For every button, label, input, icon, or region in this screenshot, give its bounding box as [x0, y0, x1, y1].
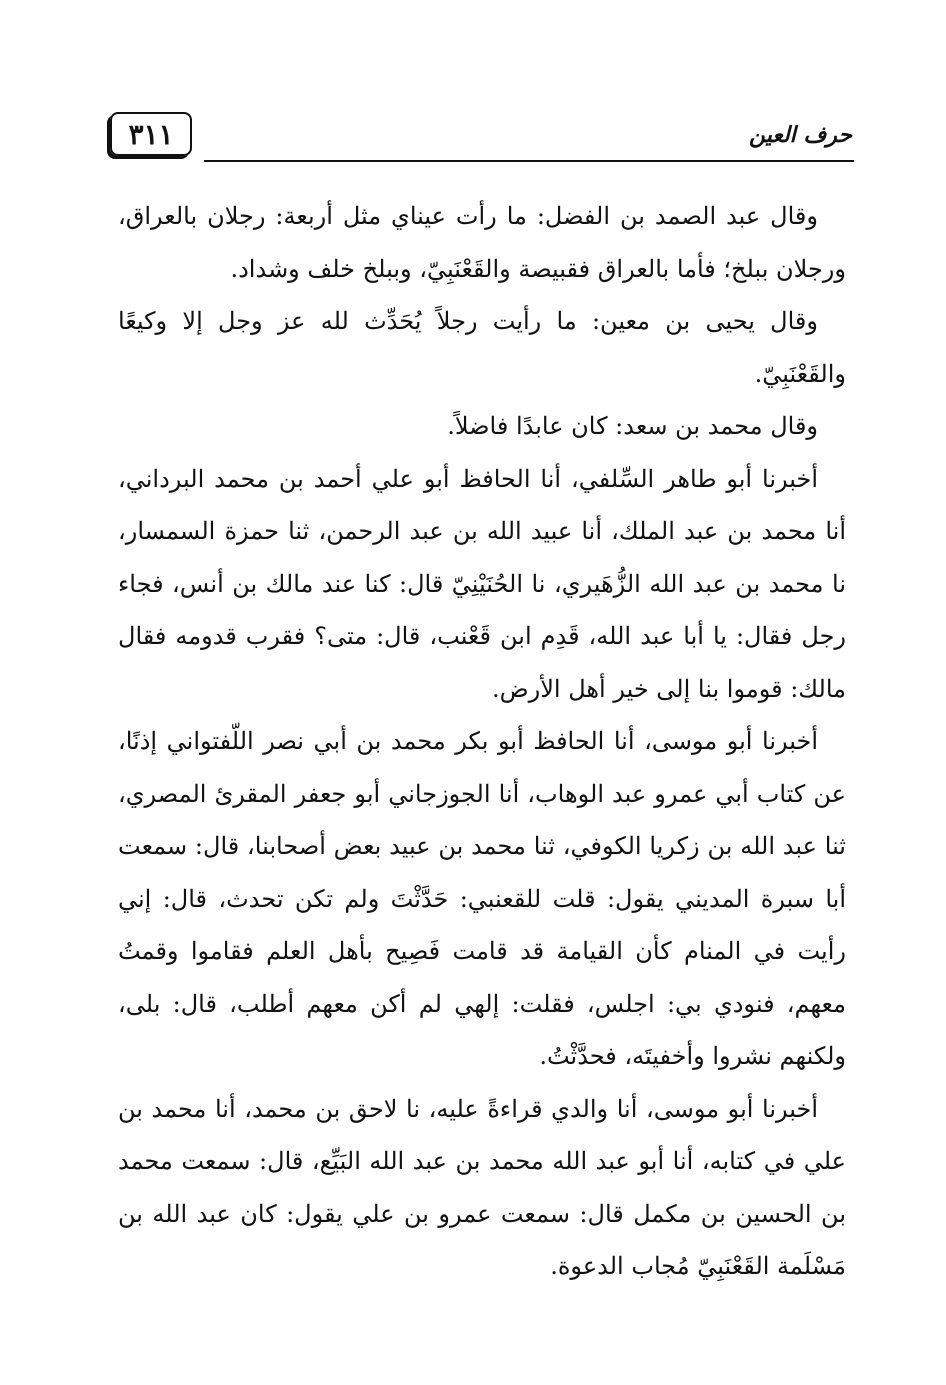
page-header	[104, 108, 854, 166]
page-number: ٣١١	[110, 112, 192, 156]
paragraph-5: أخبرنا أبو موسى، أنا الحافظ أبو بكر محمد بن أبي نصر اللّفتواني إذنًا، عن كتاب أبي عمرو عبد الوهاب، أنا الجوزجاني أبو جعفر المقرئ المصري، ثنا عبد الله بن زكريا الكوفي، ثنا محمد بن عبيد بعض أصحابنا، قال: سمعت أبا سبرة المديني يقول: قلت للقعنبي: حَدَّثْتَ ولم تكن تحدث، قال: إني رأيت في المنام كأن القيامة قد قامت فَصِيح بأهل العلم فقاموا وقمتُ معهم، فنودي بي: اجلس، فقلت: إلهي لم أكن معهم أطلب، قال: بلى، ولكنهم نشروا وأخفيتَه، فحدَّثْتُ.	[118, 727, 846, 1070]
paragraph-2: وقال يحيى بن معين: ما رأيت رجلاً يُحَدِّث لله عز وجل إلا وكيعًا والقَعْنَبِيّ.	[118, 307, 846, 388]
paragraph-6: أخبرنا أبو موسى، أنا والدي قراءةً عليه، نا لاحق بن محمد، أنا محمد بن علي في كتابه، أنا أبو عبد الله محمد بن عبد الله البَيِّع، قال: سمعت محمد بن الحسين بن مكمل قال: سمعت عمرو بن علي يقول: كان عبد الله بن مَسْلَمة القَعْنَبِيّ مُجاب الدعوة.	[118, 1094, 846, 1280]
paragraph-1: وقال عبد الصمد بن الفضل: ما رأت عيناي مثل أربعة: رجلان بالعراق، ورجلان ببلخ؛ فأما بالعراق فقبيصة والقَعْنَبِيّ، وببلخ خلف وشداد.	[118, 202, 846, 283]
paragraph-4: أخبرنا أبو طاهر السِّلفي، أنا الحافظ أبو علي أحمد بن محمد البرداني، أنا محمد بن عبد الملك، أنا عبيد الله بن عبد الرحمن، ثنا حمزة السمسار، نا محمد بن عبد الله الزُّهَيري، نا الحُنَيْنِيّ قال: كنا عند مالك بن أنس، فجاء رجل فقال: يا أبا عبد الله، قَدِم ابن قَعْنب، قال: متى؟ فقرب قدومه فقال مالك: قوموا بنا إلى خير أهل الأرض.	[118, 464, 846, 703]
paragraph-3: وقال محمد بن سعد: كان عابدًا فاضلاً.	[447, 412, 818, 440]
header-rule	[204, 160, 854, 162]
running-title: حرف العين	[748, 122, 852, 148]
body-text	[118, 190, 846, 1293]
